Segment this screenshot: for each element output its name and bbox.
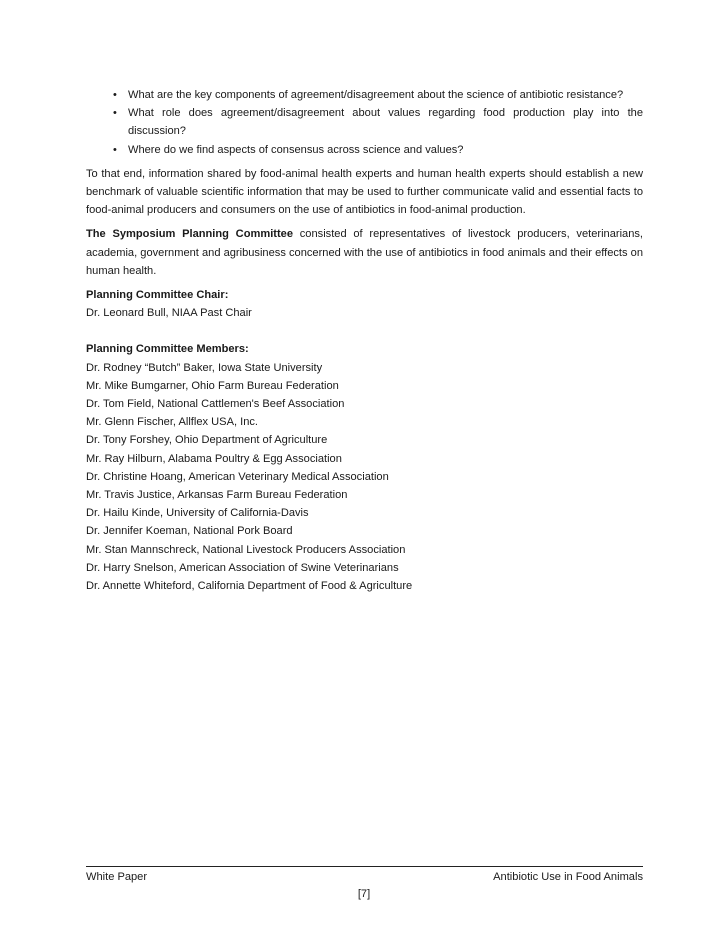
chair-name: Dr. Leonard Bull, NIAA Past Chair [86,307,252,320]
list-item-text: Where do we find aspects of consensus across science and values? [128,143,464,156]
list-item [86,104,643,140]
list-item: Dr. Christine Hoang, American Veterinary Medical Association [86,470,389,483]
list-item-text: What are the key components of agreement/disagreement about the science of antibiotic resistance? [128,89,624,101]
benchmark-paragraph: To that end, information shared by food-animal health experts and human health experts should establish a new benchmark of valuable scientific information that may be used to further communicate valid and essential facts to food-animal producers and consumers on the use of antibiotics in food-animal production. [86,167,643,217]
list-item [86,141,643,159]
spacer [86,322,643,340]
chair-heading: Planning Committee Chair: [86,289,229,302]
list-item: Dr. Annette Whiteford, California Department of Food & Agriculture [86,580,413,593]
question-list [86,86,643,159]
bullet-icon: • [113,107,117,120]
footer-divider [86,866,643,867]
committee-paragraph [86,225,643,280]
list-item [86,86,643,104]
list-item-text: What role does agreement/disagreement about values regarding food production play into the discussion? [128,107,643,138]
list-item: Dr. Tony Forshey, Ohio Department of Agriculture [86,434,328,447]
list-item: Dr. Rodney “Butch” Baker, Iowa State University [86,361,323,374]
list-item: Dr. Hailu Kinde, University of California-Davis [86,507,309,520]
list-item: Dr. Harry Snelson, American Association of Swine Veterinarians [86,561,399,574]
list-item: Mr. Stan Mannschreck, National Livestock Producers Association [86,543,406,556]
members-list [86,359,643,596]
list-item: Mr. Travis Justice, Arkansas Farm Bureau Federation [86,489,348,502]
footer-left-text: White Paper [86,871,148,883]
footer-right-text: Antibiotic Use in Food Animals [493,871,643,883]
list-item: Mr. Mike Bumgarner, Ohio Farm Bureau Federation [86,379,339,392]
document-body [86,86,643,595]
list-item: Dr. Tom Field, National Cattlemen's Beef Association [86,398,345,411]
list-item: Mr. Glenn Fischer, Allflex USA, Inc. [86,416,259,429]
committee-description: consisted of representatives of livestock producers, veterinarians, academia, government and agribusiness concerned with the use of antibiotics in food animals and their effects on human health. [86,228,644,277]
page-number: [7] [357,888,371,900]
committee-name: The Symposium Planning Committee [86,228,294,241]
bullet-icon: • [113,89,117,101]
list-item: Dr. Jennifer Koeman, National Pork Board [86,525,293,538]
list-item: Mr. Ray Hilburn, Alabama Poultry & Egg Association [86,452,342,465]
bullet-icon: • [113,143,117,156]
members-heading: Planning Committee Members: [86,343,249,356]
